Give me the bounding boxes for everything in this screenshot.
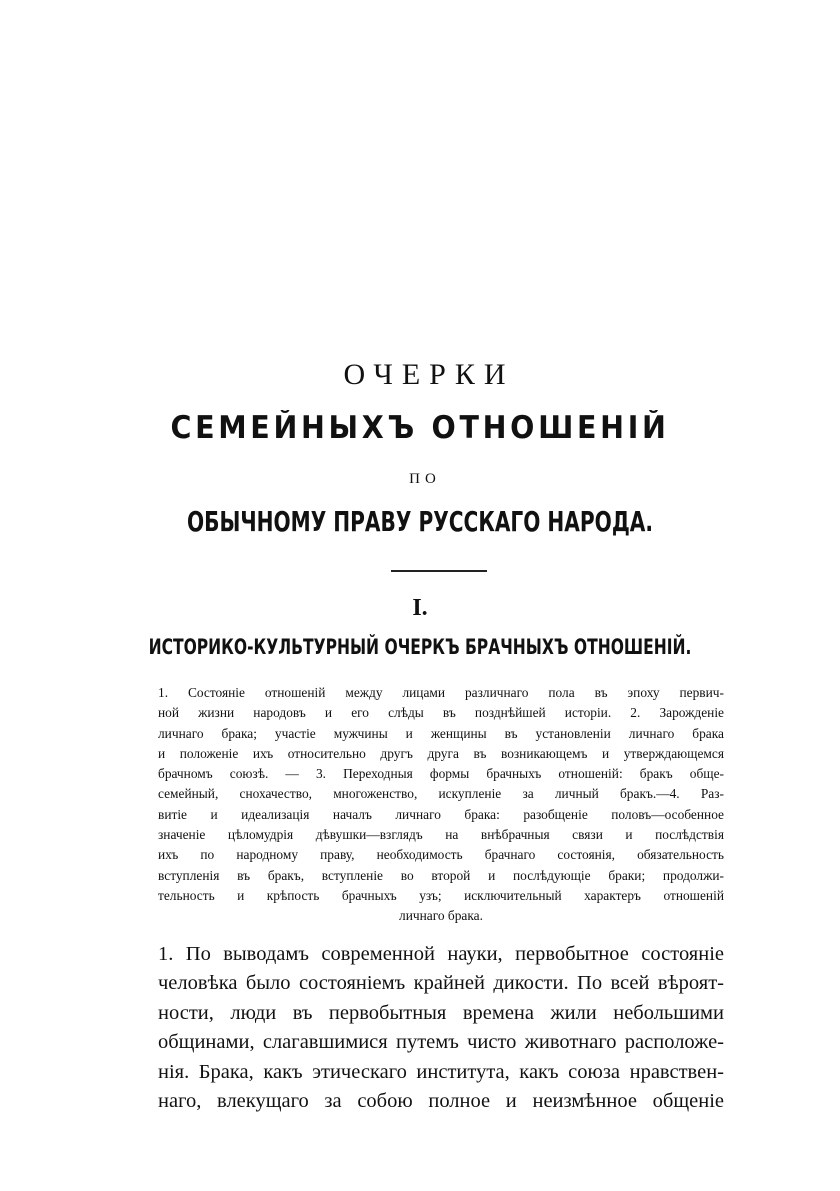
section-number: I. [412, 595, 428, 621]
body-line: человѣка было состояніемъ крайней дикости. По всей вѣроят- [158, 972, 724, 995]
summary-line: и положеніе ихъ относительно другъ друга въ возникающемъ и утверждающемся [158, 745, 724, 761]
summary-line: витіе и идеализація началъ личнаго брака: разобщеніе половъ—особенное [158, 806, 724, 822]
summary-line: значеніе цѣломудрія дѣвушки—взглядъ на внѣбрачныя связи и послѣдствія [158, 827, 724, 843]
summary-line: брачномъ союзѣ. — 3. Переходныя формы брачныхъ отношеній: бракъ обще- [158, 766, 724, 782]
title-line-1: ОЧЕРКИ [343, 358, 515, 391]
body-line: 1. По выводамъ современной науки, первобытное состояніе [158, 943, 724, 965]
summary-line: личнаго брака; участіе мужчины и женщины въ установленіи личнаго брака [158, 725, 724, 741]
title-line-4: ОБЫЧНОМУ ПРАВУ РУССКАГО НАРОДА. [186, 505, 654, 538]
summary-line: тельность и крѣпость брачныхъ узъ; исключительный характеръ отношеній [158, 887, 724, 903]
summary-line: ихъ по народному праву, необходимость брачнаго состоянія, обязательность [158, 847, 724, 863]
section-summary [158, 683, 724, 927]
title-divider [391, 570, 487, 572]
body-text [158, 940, 724, 1116]
summary-line: личнаго брака. [399, 908, 483, 924]
body-line: наго, влекущаго за собою полное и неизмѣнное общеніе [158, 1089, 724, 1112]
title-line-3: ПО [409, 471, 441, 487]
title-line-2: СЕМЕЙНЫХЪ ОТНОШЕНІЙ [170, 410, 670, 446]
body-line: общинами, слагавшимися путемъ чисто животнаго расположе- [158, 1031, 724, 1054]
summary-line: 1. Состояніе отношеній между лицами различнаго пола въ эпоху первич- [158, 685, 724, 700]
body-line: ности, люди въ первобытныя времена жили небольшими [158, 1001, 724, 1024]
body-line: нія. Брака, какъ этическаго института, какъ союза нравствен- [158, 1060, 724, 1083]
section-title: ИСТОРИКО-КУЛЬТУРНЫЙ ОЧЕРКЪ БРАЧНЫХЪ ОТНОШЕНІЙ. [148, 635, 692, 659]
summary-line: семейный, снохачество, многоженство, искупленіе за личный бракъ.—4. Раз- [158, 786, 724, 802]
summary-line: ной жизни народовъ и его слѣды въ позднѣйшей исторіи. 2. Зарожденіе [158, 705, 724, 721]
summary-line: вступленія въ бракъ, вступленіе во второй и послѣдующіе браки; продолжи- [158, 867, 724, 883]
